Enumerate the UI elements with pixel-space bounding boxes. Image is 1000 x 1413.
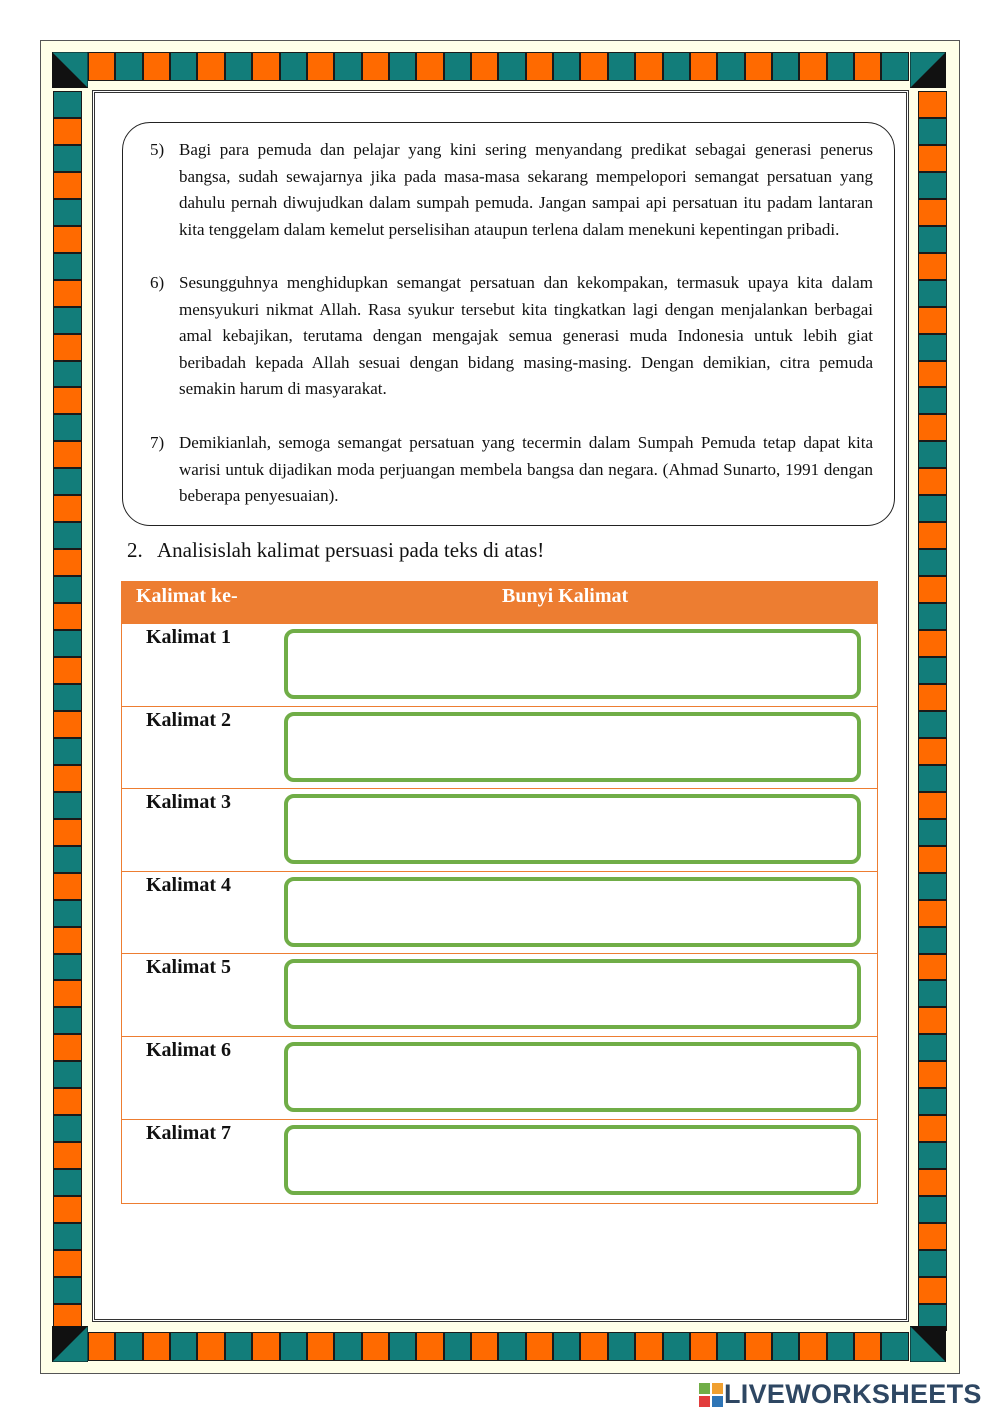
- border-tile: [498, 1332, 525, 1361]
- border-tile: [53, 1169, 82, 1196]
- border-tile: [53, 91, 82, 118]
- border-tile: [918, 91, 947, 118]
- border-tile: [918, 1061, 947, 1088]
- border-tile: [53, 387, 82, 414]
- border-tile: [53, 684, 82, 711]
- border-tile: [717, 52, 744, 81]
- border-tile: [53, 711, 82, 738]
- border-tile: [53, 1061, 82, 1088]
- border-tile: [918, 145, 947, 172]
- border-tile: [854, 1332, 881, 1361]
- border-tile: [918, 576, 947, 603]
- question-text: Analisislah kalimat persuasi pada teks di atas!: [157, 538, 545, 562]
- border-tile: [170, 52, 197, 81]
- answer-field-kalimat-6[interactable]: [284, 1042, 861, 1112]
- table-row: [122, 624, 877, 707]
- border-tile: [608, 52, 635, 81]
- border-tile: [416, 1332, 443, 1361]
- border-tile: [471, 1332, 498, 1361]
- paragraph-number: 7): [150, 433, 165, 452]
- border-tile: [918, 1277, 947, 1304]
- border-tile: [197, 52, 224, 81]
- border-tile: [53, 441, 82, 468]
- row-label: Kalimat 6: [146, 1039, 231, 1061]
- border-tile: [918, 199, 947, 226]
- border-tile: [115, 1332, 142, 1361]
- paragraph-5: [150, 137, 873, 243]
- paragraph-7: [150, 430, 873, 510]
- border-tile: [918, 1142, 947, 1169]
- border-tile: [580, 52, 607, 81]
- border-tile: [918, 738, 947, 765]
- border-tile: [663, 1332, 690, 1361]
- border-tile: [53, 873, 82, 900]
- answer-field-kalimat-7[interactable]: [284, 1125, 861, 1195]
- border-tile: [918, 226, 947, 253]
- border-tile: [526, 52, 553, 81]
- border-tile: [362, 52, 389, 81]
- border-tile: [143, 52, 170, 81]
- border-tile: [53, 495, 82, 522]
- corner-ornament-bottom-right: [910, 1326, 946, 1362]
- border-tile: [280, 1332, 307, 1361]
- logo-wordmark: LIVEWORKSHEETS: [724, 1379, 982, 1409]
- paragraph-text: Bagi para pemuda dan pelajar yang kini sering menyandang predikat sebagai generasi penerus bangsa, sudah sewajarnya jika pada masa-masa sekarang mempelopori semangat persatuan yang dahulu pernah diwujudkan dalam sumpah pemuda. Jangan sampai api persatuan itu padam lantaran kita tenggelam dalam kemelut perselisihan ataupun terlena dalam menekuni kepentingan pribadi.: [179, 140, 873, 239]
- border-tile: [918, 900, 947, 927]
- border-tile: [918, 603, 947, 630]
- border-tile: [53, 657, 82, 684]
- border-tile: [334, 52, 361, 81]
- border-tile: [918, 954, 947, 981]
- border-tile: [53, 1115, 82, 1142]
- border-tile: [53, 199, 82, 226]
- table-row: [122, 1037, 877, 1120]
- border-tile: [53, 1196, 82, 1223]
- corner-ornament-bottom-left: [52, 1326, 88, 1362]
- border-bottom: [88, 1332, 909, 1361]
- border-tile: [745, 52, 772, 81]
- border-tile: [854, 52, 881, 81]
- answer-field-kalimat-1[interactable]: [284, 629, 861, 699]
- liveworksheets-logo: [698, 1379, 982, 1410]
- border-tile: [498, 52, 525, 81]
- border-tile: [53, 1223, 82, 1250]
- border-tile: [918, 441, 947, 468]
- border-tile: [53, 1088, 82, 1115]
- border-tile: [745, 1332, 772, 1361]
- border-tile: [918, 1007, 947, 1034]
- border-tile: [444, 52, 471, 81]
- border-tile: [918, 1223, 947, 1250]
- border-tile: [252, 1332, 279, 1361]
- paragraph-text: Sesungguhnya menghidupkan semangat persatuan dan kekompakan, termasuk upaya kita dalam mensyukuri nikmat Allah. Rasa syukur tersebut kita tingkatkan lagi dengan menjalankan berbagai amal kebajikan, terutama dengan mengajak semua generasi muda Indonesia untuk lebih giat beribadah kepada Allah sesuai dengan bidang masing-masing. Dengan demikian, citra pemuda semakin harum di masyarakat.: [179, 273, 873, 399]
- border-tile: [115, 52, 142, 81]
- header-kalimat-ke: Kalimat ke-: [136, 585, 238, 607]
- border-tile: [918, 1169, 947, 1196]
- border-tile: [389, 1332, 416, 1361]
- answer-field-kalimat-3[interactable]: [284, 794, 861, 864]
- row-label: Kalimat 5: [146, 956, 231, 979]
- paragraph-text: Demikianlah, semoga semangat persatuan yang tecermin dalam Sumpah Pemuda tetap dapat kita warisi untuk dijadikan moda perjuangan membela bangsa dan negara. (Ahmad Sunarto, 1991 dengan beberapa penyesuaian).: [179, 433, 873, 506]
- border-tile: [918, 630, 947, 657]
- border-tile: [53, 630, 82, 657]
- row-label: Kalimat 4: [146, 873, 231, 896]
- border-tile: [444, 1332, 471, 1361]
- row-label: Kalimat 3: [146, 791, 231, 814]
- border-tile: [918, 927, 947, 954]
- border-tile: [53, 980, 82, 1007]
- border-tile: [143, 1332, 170, 1361]
- table-row: [122, 789, 877, 872]
- border-tile: [53, 900, 82, 927]
- corner-ornament-top-right: [910, 52, 946, 88]
- border-tile: [225, 52, 252, 81]
- border-tile: [526, 1332, 553, 1361]
- border-tile: [280, 52, 307, 81]
- border-tile: [717, 1332, 744, 1361]
- border-tile: [88, 52, 115, 81]
- border-tile: [53, 414, 82, 441]
- paragraph-6: [150, 270, 873, 403]
- border-tile: [53, 1007, 82, 1034]
- border-top: [88, 52, 909, 81]
- border-tile: [334, 1332, 361, 1361]
- border-tile: [918, 468, 947, 495]
- border-tile: [53, 118, 82, 145]
- border-tile: [918, 253, 947, 280]
- border-tile: [690, 52, 717, 81]
- row-label: Kalimat 7: [146, 1121, 231, 1144]
- border-tile: [918, 657, 947, 684]
- border-tile: [690, 1332, 717, 1361]
- border-tile: [53, 819, 82, 846]
- border-tile: [389, 52, 416, 81]
- border-tile: [918, 819, 947, 846]
- row-label: Kalimat 1: [146, 626, 231, 648]
- border-tile: [307, 52, 334, 81]
- border-tile: [799, 52, 826, 81]
- border-tile: [918, 711, 947, 738]
- border-tile: [53, 145, 82, 172]
- border-tile: [53, 927, 82, 954]
- border-tile: [553, 1332, 580, 1361]
- border-tile: [635, 1332, 662, 1361]
- border-tile: [88, 1332, 115, 1361]
- border-tile: [918, 387, 947, 414]
- border-tile: [53, 738, 82, 765]
- border-tile: [918, 280, 947, 307]
- header-bunyi-kalimat: Bunyi Kalimat: [502, 585, 629, 607]
- table-row: [122, 1120, 877, 1203]
- border-tile: [918, 522, 947, 549]
- border-tile: [918, 873, 947, 900]
- answer-field-kalimat-4[interactable]: [284, 877, 861, 947]
- table-row: [122, 872, 877, 955]
- border-tile: [53, 1034, 82, 1061]
- liveworksheets-logo-icon: [698, 1382, 724, 1408]
- answer-field-kalimat-5[interactable]: [284, 959, 861, 1029]
- border-tile: [918, 765, 947, 792]
- border-tile: [918, 1196, 947, 1223]
- border-tile: [918, 792, 947, 819]
- border-tile: [53, 576, 82, 603]
- border-tile: [53, 1250, 82, 1277]
- border-tile: [772, 1332, 799, 1361]
- border-tile: [53, 549, 82, 576]
- border-tile: [918, 980, 947, 1007]
- border-tile: [918, 172, 947, 199]
- border-tile: [772, 52, 799, 81]
- border-tile: [53, 792, 82, 819]
- paragraph-number: 5): [150, 140, 165, 159]
- corner-ornament-top-left: [52, 52, 88, 88]
- border-tile: [362, 1332, 389, 1361]
- border-tile: [471, 52, 498, 81]
- border-tile: [53, 468, 82, 495]
- border-tile: [918, 684, 947, 711]
- border-tile: [881, 52, 908, 81]
- border-tile: [663, 52, 690, 81]
- border-tile: [53, 307, 82, 334]
- border-tile: [918, 307, 947, 334]
- border-tile: [918, 549, 947, 576]
- answer-table: [121, 581, 878, 1204]
- border-tile: [881, 1332, 908, 1361]
- border-tile: [799, 1332, 826, 1361]
- border-tile: [918, 1088, 947, 1115]
- border-tile: [170, 1332, 197, 1361]
- border-tile: [53, 334, 82, 361]
- border-tile: [252, 52, 279, 81]
- border-tile: [580, 1332, 607, 1361]
- border-tile: [53, 1277, 82, 1304]
- border-tile: [918, 846, 947, 873]
- table-row: [122, 707, 877, 790]
- border-right: [918, 91, 947, 1331]
- border-tile: [827, 1332, 854, 1361]
- table-header: [122, 582, 877, 624]
- border-tile: [53, 226, 82, 253]
- border-tile: [608, 1332, 635, 1361]
- border-tile: [53, 280, 82, 307]
- border-tile: [53, 1142, 82, 1169]
- border-tile: [53, 361, 82, 388]
- border-tile: [918, 361, 947, 388]
- row-label: Kalimat 2: [146, 708, 231, 731]
- border-tile: [53, 846, 82, 873]
- border-tile: [53, 172, 82, 199]
- border-tile: [53, 765, 82, 792]
- table-row: [122, 954, 877, 1037]
- answer-field-kalimat-2[interactable]: [284, 712, 861, 782]
- border-tile: [918, 1250, 947, 1277]
- border-tile: [307, 1332, 334, 1361]
- border-tile: [53, 954, 82, 981]
- border-tile: [197, 1332, 224, 1361]
- paragraph-number: 6): [150, 273, 165, 292]
- border-tile: [553, 52, 580, 81]
- border-tile: [225, 1332, 252, 1361]
- border-tile: [918, 118, 947, 145]
- border-tile: [918, 1034, 947, 1061]
- border-tile: [918, 495, 947, 522]
- border-tile: [53, 253, 82, 280]
- border-tile: [827, 52, 854, 81]
- border-left: [53, 91, 82, 1331]
- question-number: 2.: [127, 538, 143, 562]
- border-tile: [918, 334, 947, 361]
- border-tile: [416, 52, 443, 81]
- border-tile: [53, 522, 82, 549]
- border-tile: [635, 52, 662, 81]
- question-prompt: [127, 538, 544, 563]
- border-tile: [53, 603, 82, 630]
- border-tile: [918, 1115, 947, 1142]
- border-tile: [918, 414, 947, 441]
